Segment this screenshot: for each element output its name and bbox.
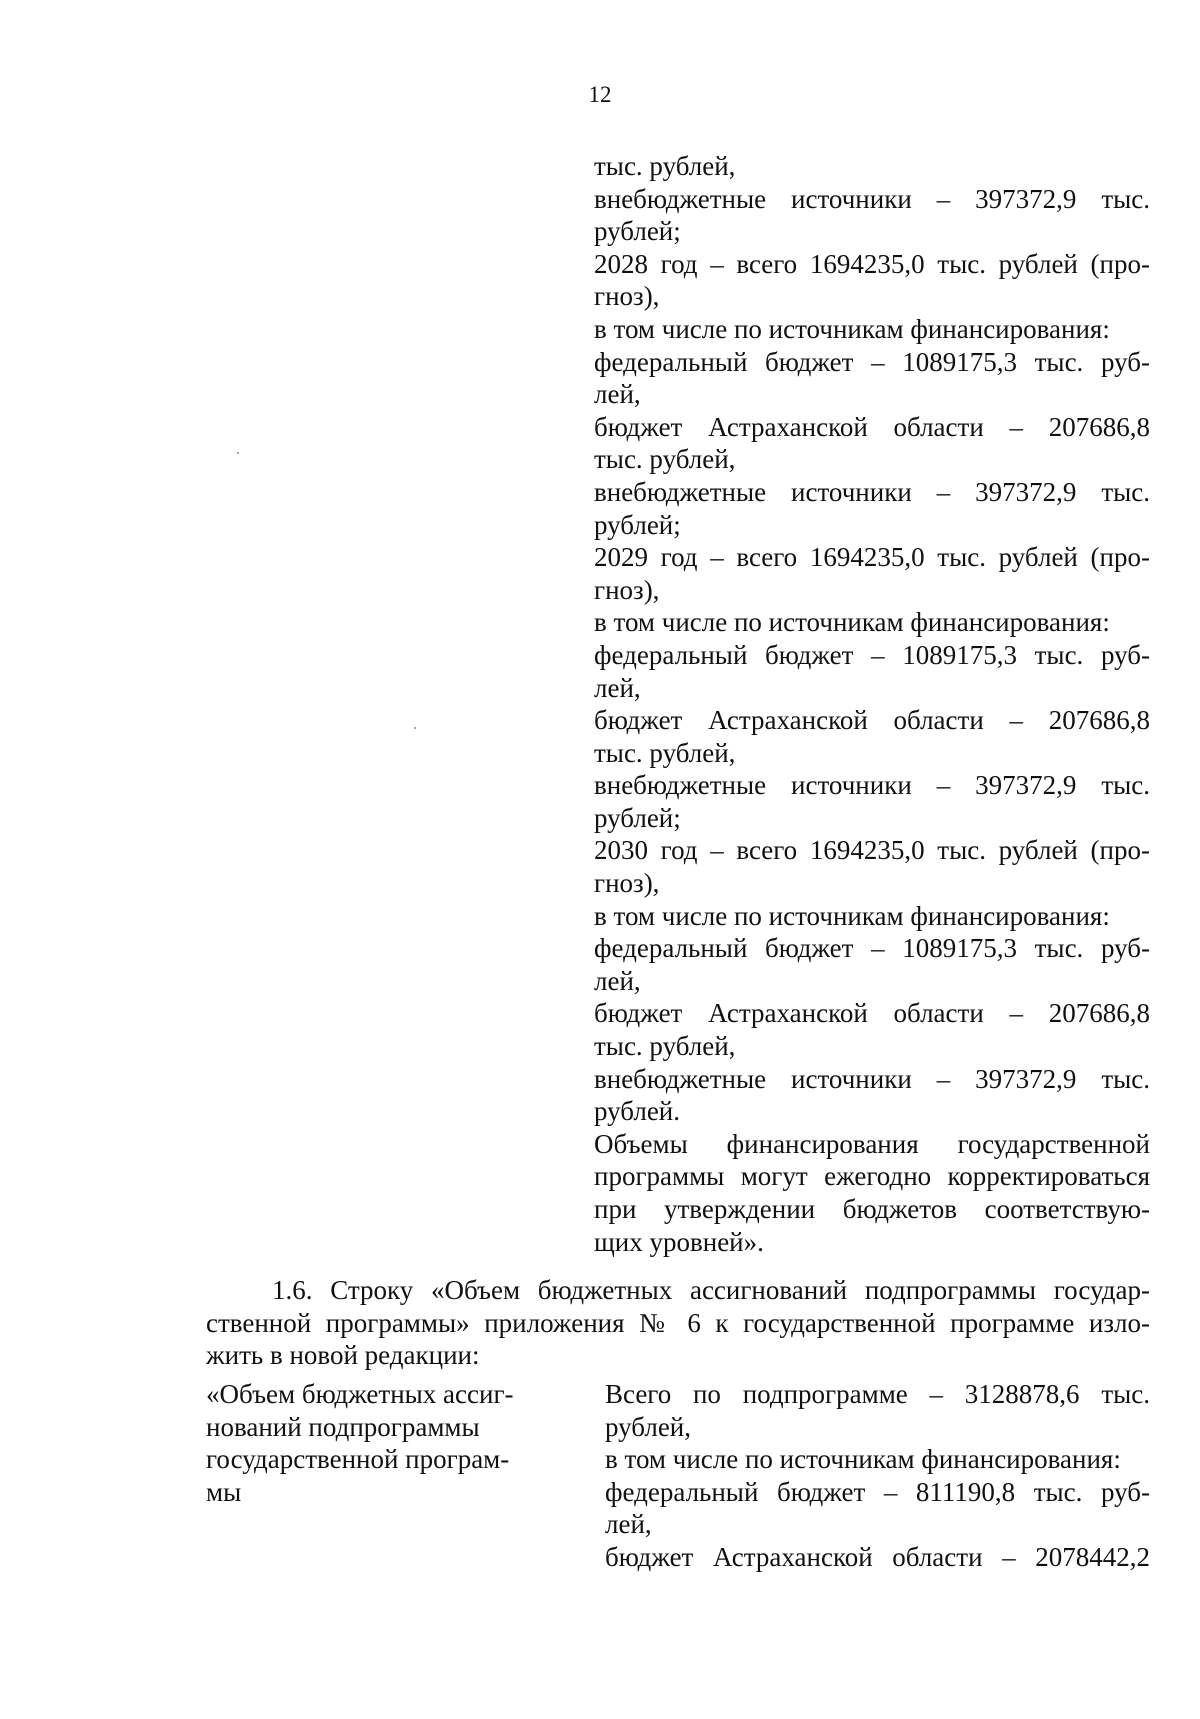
text-line: федеральный бюджет – 1089175,3 тыс. руб- bbox=[594, 933, 1150, 964]
text-line: 2029 год – всего 1694235,0 тыс. рублей (про- bbox=[594, 542, 1150, 573]
text-line: тыс. рублей, bbox=[594, 444, 736, 475]
paragraph-line: ственной программы» приложения № 6 к государственной программе изло- bbox=[206, 1307, 1150, 1338]
text-line: рублей; bbox=[594, 509, 681, 540]
text-line: Объемы финансирования государственной bbox=[594, 1128, 1150, 1159]
text-line: рублей; bbox=[594, 802, 681, 833]
intro-paragraph bbox=[206, 1274, 1150, 1372]
text-line: тыс. рублей, bbox=[594, 737, 736, 768]
table-label-line: мы bbox=[206, 1476, 242, 1507]
text-line: гноз), bbox=[594, 574, 660, 605]
text-line: при утверждении бюджетов соответствую- bbox=[594, 1194, 1150, 1224]
table-label-line: нований подпрограммы bbox=[206, 1411, 480, 1442]
text-line: федеральный бюджет – 1089175,3 тыс. руб- bbox=[594, 639, 1150, 670]
scan-speck bbox=[237, 452, 239, 454]
text-line: лей, bbox=[594, 965, 641, 996]
text-line: программы могут ежегодно корректироваться bbox=[594, 1161, 1150, 1192]
text-line: рублей. bbox=[594, 1096, 681, 1127]
table-label-line: «Объем бюджетных ассиг- bbox=[206, 1379, 514, 1409]
text-line: рублей; bbox=[594, 216, 681, 247]
text-line: федеральный бюджет – 1089175,3 тыс. руб- bbox=[594, 346, 1150, 377]
text-line: лей, bbox=[594, 379, 641, 410]
text-line: в том числе по источникам финансирования: bbox=[594, 607, 1110, 638]
text-line: щих уровней». bbox=[594, 1226, 764, 1257]
text-line: внебюджетные источники – 397372,9 тыс. bbox=[594, 183, 1150, 214]
text-line: лей, bbox=[594, 672, 641, 703]
text-line: в том числе по источникам финансирования: bbox=[594, 313, 1110, 344]
text-line: внебюджетные источники – 397372,9 тыс. bbox=[594, 476, 1150, 507]
table-left-cell bbox=[206, 1378, 546, 1508]
text-line: внебюджетные источники – 397372,9 тыс. bbox=[594, 770, 1150, 801]
page-number: 12 bbox=[588, 82, 612, 107]
text-line: 2030 год – всего 1694235,0 тыс. рублей (про- bbox=[594, 835, 1150, 866]
table-value-line: в том числе по источникам финансирования: bbox=[605, 1444, 1121, 1475]
text-line: бюджет Астраханской области – 207686,8 bbox=[594, 998, 1150, 1029]
right-column-text bbox=[594, 150, 1150, 1258]
text-line: 2028 год – всего 1694235,0 тыс. рублей (про- bbox=[594, 248, 1150, 279]
table-value-line: лей, bbox=[605, 1509, 652, 1540]
paragraph-line: 1.6. Строку «Объем бюджетных ассигнований подпрограммы государ- bbox=[272, 1275, 1150, 1305]
text-line: тыс. рублей, bbox=[594, 1031, 736, 1062]
text-line: бюджет Астраханской области – 207686,8 bbox=[594, 411, 1150, 442]
table-label-line: государственной програм- bbox=[206, 1444, 510, 1475]
text-line: в том числе по источникам финансирования: bbox=[594, 900, 1110, 931]
text-line: гноз), bbox=[594, 281, 660, 312]
table-value-line: рублей, bbox=[605, 1411, 692, 1442]
scan-speck bbox=[414, 727, 416, 729]
table-right-cell bbox=[605, 1378, 1150, 1574]
text-line: бюджет Астраханской области – 207686,8 bbox=[594, 705, 1150, 736]
table-value-line: бюджет Астраханской области – 2078442,2 bbox=[605, 1541, 1150, 1572]
text-line: тыс. рублей, bbox=[594, 151, 736, 181]
text-line: гноз), bbox=[594, 868, 660, 899]
text-line: внебюджетные источники – 397372,9 тыс. bbox=[594, 1063, 1150, 1094]
table-value-line: федеральный бюджет – 811190,8 тыс. руб- bbox=[605, 1476, 1150, 1507]
paragraph-line: жить в новой редакции: bbox=[206, 1340, 480, 1371]
table-value-line: Всего по подпрограмме – 3128878,6 тыс. bbox=[605, 1379, 1150, 1409]
